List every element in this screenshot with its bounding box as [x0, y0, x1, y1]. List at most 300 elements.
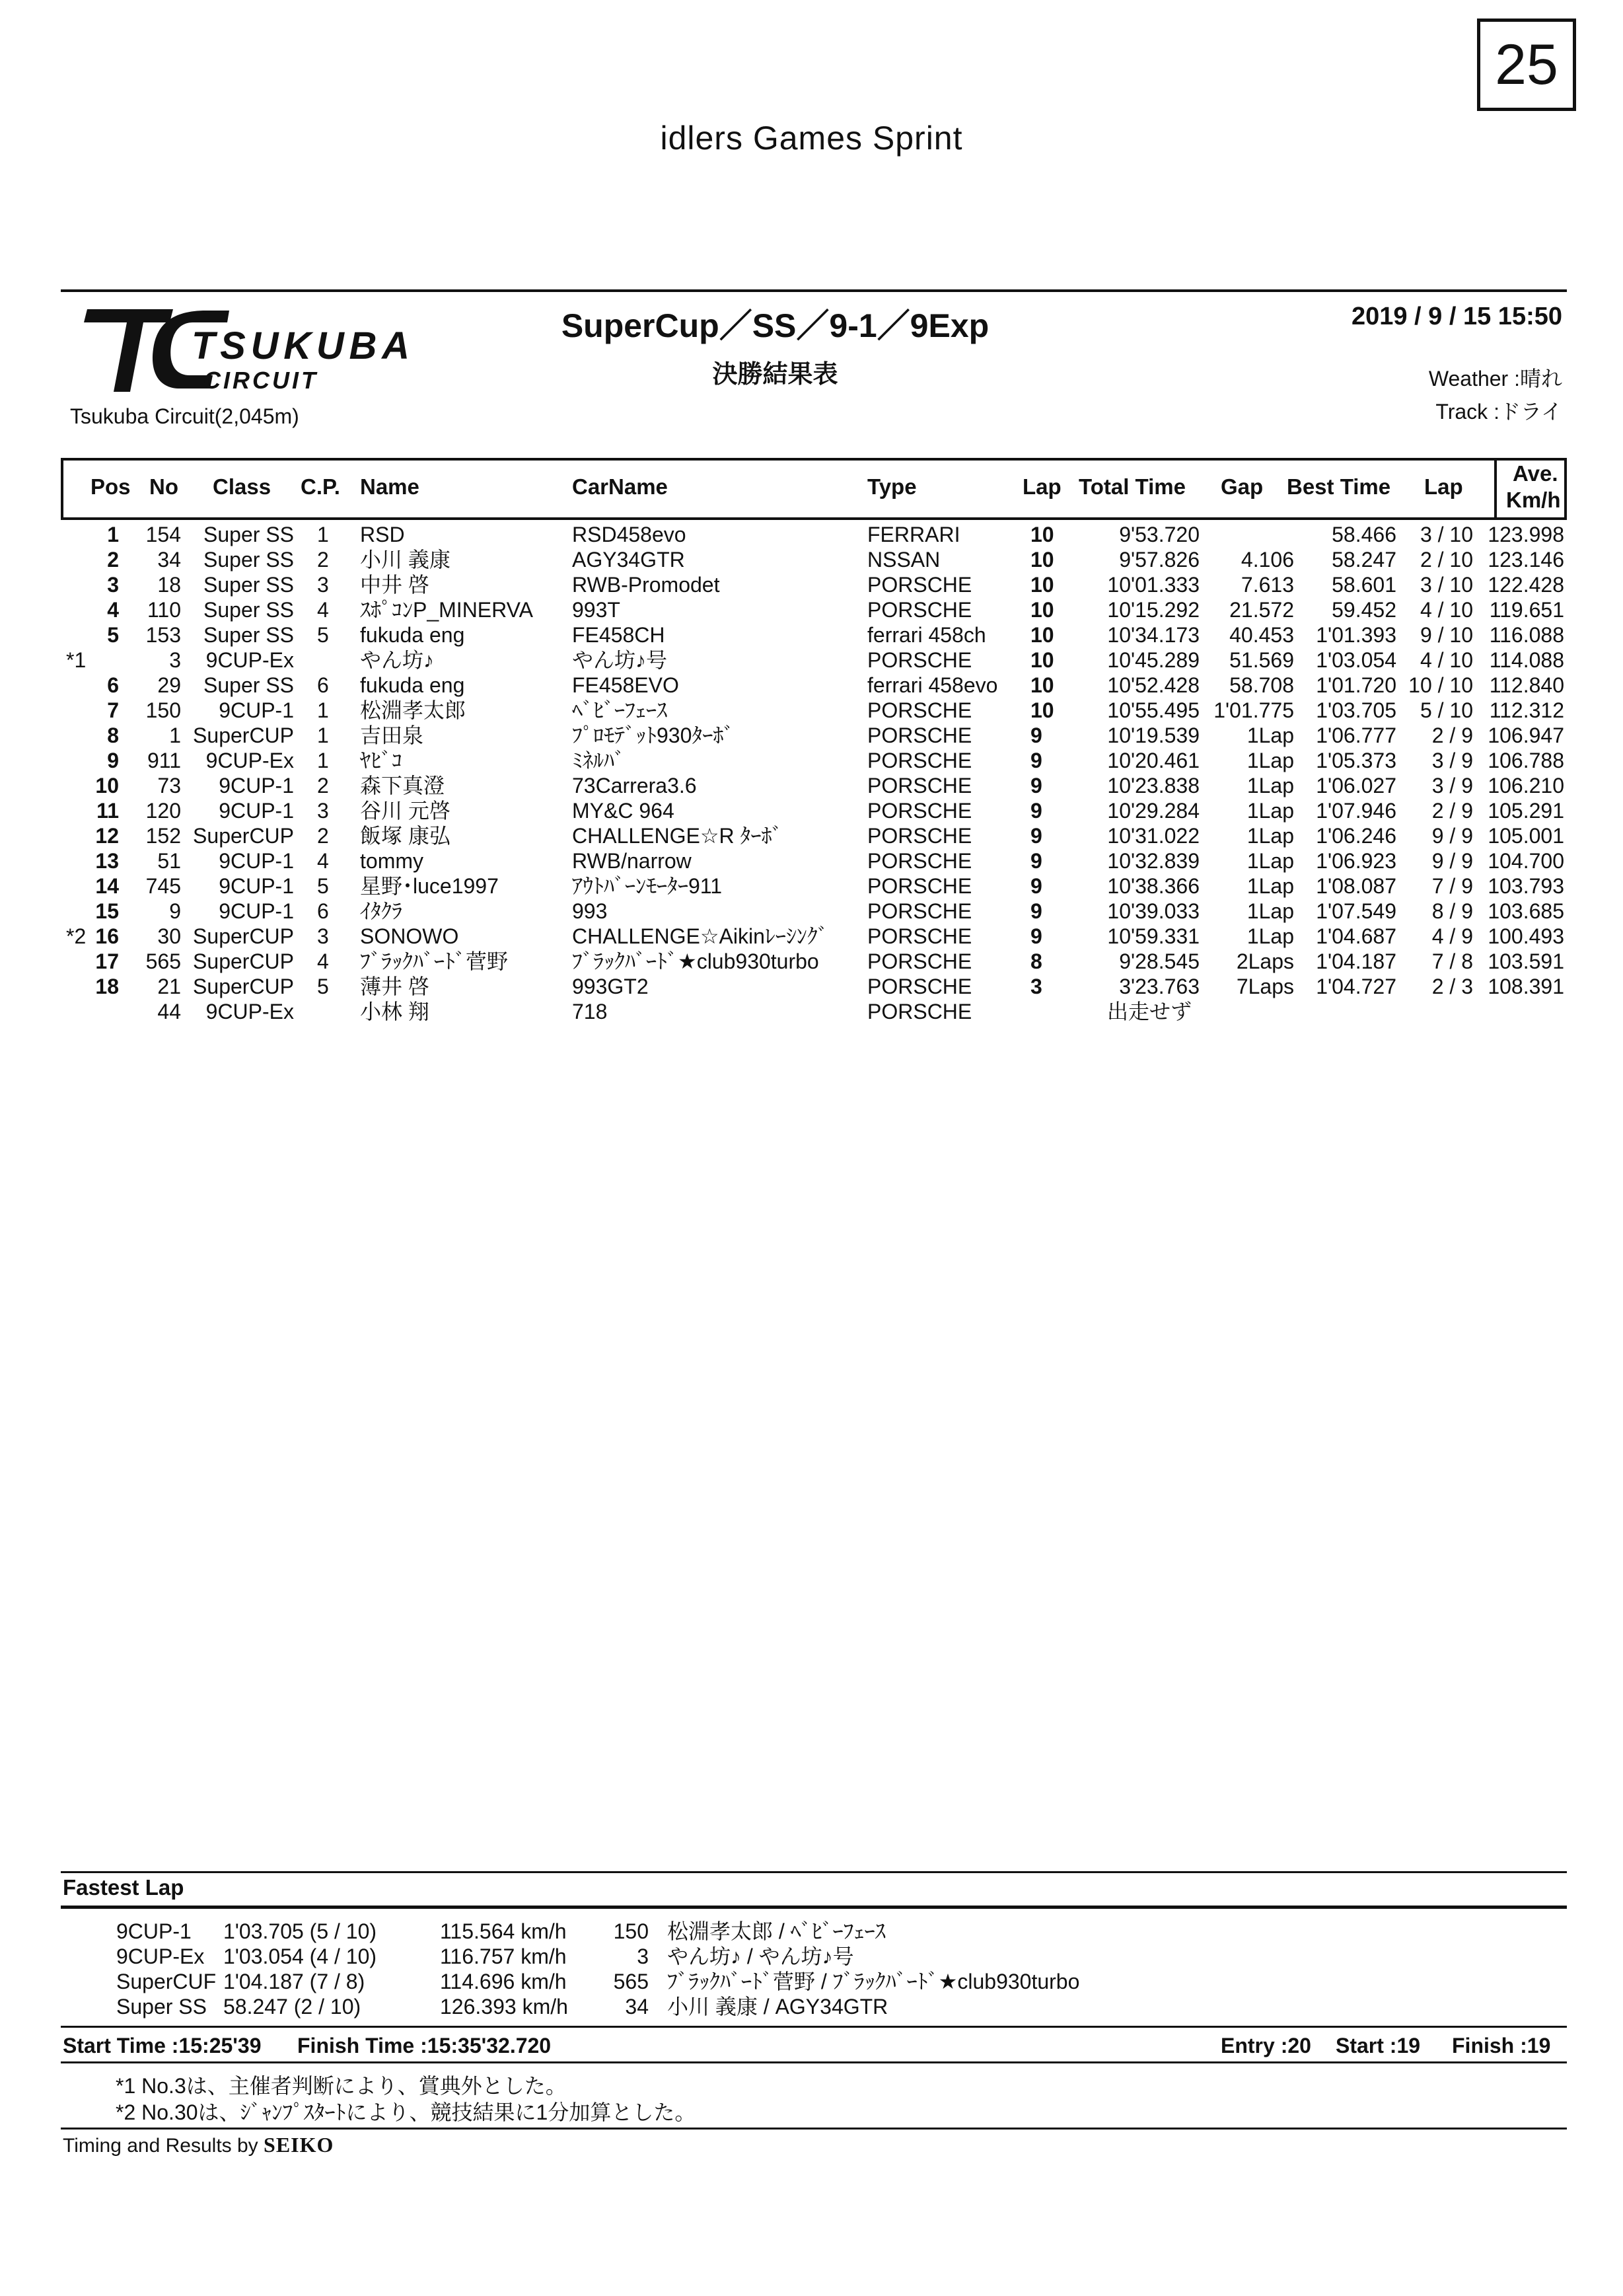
col-lap: Lap: [1023, 474, 1062, 499]
table-row: [0, 522, 1623, 547]
cell-total: 10'34.173: [1107, 623, 1200, 647]
cell-gap: 51.569: [1229, 648, 1294, 672]
fastest-lap-row: [0, 1944, 1623, 1969]
cell-car: CHALLENGE☆R ﾀｰﾎﾞ: [572, 824, 783, 848]
results-subtitle: 決勝結果表: [712, 361, 838, 389]
fastest-lap-class: SuperCUF: [116, 1970, 217, 1993]
cell-best: 1'04.687: [1316, 924, 1396, 948]
cell-type: ferrari 458ch: [867, 623, 986, 647]
cell-no: 73: [157, 774, 181, 797]
cell-blap: 7 / 8: [1431, 949, 1473, 973]
cell-car: FE458CH: [572, 623, 665, 647]
cell-class: SuperCUP: [193, 824, 294, 848]
table-row: [0, 848, 1623, 873]
cell-name: 中井 啓: [360, 573, 429, 597]
cell-lap: 9: [1030, 924, 1042, 948]
table-row: [0, 974, 1623, 999]
fastest-lap-rule: [61, 1906, 1567, 1909]
table-row: [0, 698, 1623, 723]
cell-no: 120: [145, 799, 181, 823]
cell-car: 993GT2: [572, 975, 649, 998]
cell-type: PORSCHE: [867, 723, 972, 747]
cell-best: 1'08.087: [1316, 874, 1396, 898]
cell-ave: 105.291: [1488, 799, 1564, 823]
cell-car: FE458EVO: [572, 673, 679, 697]
cell-type: PORSCHE: [867, 749, 972, 772]
cell-ave: 103.685: [1488, 899, 1564, 923]
cell-pos: 15: [95, 899, 119, 923]
table-row: [0, 597, 1623, 622]
cell-blap: 4 / 10: [1420, 598, 1473, 622]
col-class: Class: [213, 474, 271, 499]
cell-lap: 10: [1030, 598, 1054, 622]
col-no: No: [149, 474, 178, 499]
cell-no: 3: [169, 648, 181, 672]
cell-lap: 10: [1030, 673, 1054, 697]
cell-no: 745: [145, 874, 181, 898]
cell-total: 10'15.292: [1107, 598, 1200, 622]
cell-blap: 3 / 9: [1431, 774, 1473, 797]
cell-pos: 9: [107, 749, 119, 772]
cell-best: 1'06.923: [1316, 849, 1396, 873]
cell-total: 9'28.545: [1119, 949, 1200, 973]
cell-cp: 1: [317, 749, 329, 772]
cell-cp: 3: [317, 924, 329, 948]
cell-total: 10'59.331: [1107, 924, 1200, 948]
cell-pos: 11: [96, 799, 119, 823]
cell-type: PORSCHE: [867, 924, 972, 948]
cell-best: 1'03.705: [1316, 698, 1396, 722]
cell-name: 飯塚 康弘: [360, 824, 451, 848]
fastest-lap-driver: やん坊♪ / やん坊♪号: [667, 1944, 854, 1968]
cell-lap: 10: [1030, 648, 1054, 672]
cell-gap: 1Lap: [1246, 899, 1294, 923]
cell-best: 1'07.946: [1316, 799, 1396, 823]
cell-ave: 103.793: [1488, 874, 1564, 898]
cell-class: SuperCUP: [193, 723, 294, 747]
col-name: Name: [360, 474, 419, 499]
cell-type: PORSCHE: [867, 598, 972, 622]
cell-car: ｱｳﾄﾊﾞｰﾝﾓｰﾀｰ911: [572, 874, 723, 898]
fastest-lap-title: Fastest Lap: [63, 1875, 184, 1900]
race-datetime: 2019 / 9 / 15 15:50: [1351, 303, 1562, 330]
cell-ave: 122.428: [1488, 573, 1564, 597]
cell-blap: 4 / 10: [1420, 648, 1473, 672]
cell-blap: 4 / 9: [1431, 924, 1473, 948]
cell-no: 154: [145, 523, 181, 546]
cell-car: 73Carrera3.6: [572, 774, 697, 797]
page-number: 25: [1477, 19, 1576, 111]
fastest-lap-driver: 松淵孝太郎 / ﾍﾞﾋﾞｰﾌｪｰｽ: [667, 1919, 886, 1943]
cell-cp: 2: [317, 824, 329, 848]
cell-pos: 17: [95, 949, 119, 973]
cell-car: ﾍﾞﾋﾞｰﾌｪｰｽ: [572, 698, 668, 722]
cell-cp: 4: [317, 849, 329, 873]
cell-gap: 7.613: [1241, 573, 1294, 597]
cell-lap: 3: [1030, 975, 1042, 998]
cell-name: 吉田泉: [360, 723, 424, 747]
cell-car: RSD458evo: [572, 523, 686, 546]
header-divider: [1494, 458, 1497, 520]
top-rule: [61, 289, 1567, 292]
cell-class: 9CUP-1: [219, 774, 294, 797]
col-best-time: Best Time: [1287, 474, 1391, 499]
cell-name: 星野･luce1997: [360, 874, 499, 898]
note-1: *1 No.3は、主催者判断により、賞典外とした。: [116, 2074, 567, 2098]
cell-name: 松淵孝太郎: [360, 698, 466, 722]
cell-name: 小川 義康: [360, 548, 451, 572]
event-title: idlers Games Sprint: [660, 120, 963, 157]
cell-ave: 114.088: [1489, 648, 1564, 672]
finish-time: Finish Time :15:35'32.720: [297, 2034, 552, 2057]
fastest-lap-speed: 126.393 km/h: [440, 1995, 568, 2018]
cell-lap: 9: [1030, 723, 1042, 747]
race-title: SuperCup／SS／9-1／9Exp: [561, 307, 990, 344]
table-row: [0, 999, 1623, 1024]
cell-total: 10'31.022: [1107, 824, 1200, 848]
cell-blap: 8 / 9: [1431, 899, 1473, 923]
cell-car: 993T: [572, 598, 620, 622]
cell-lap: 10: [1030, 523, 1054, 546]
cell-lap: 9: [1030, 799, 1042, 823]
cell-total: 10'38.366: [1107, 874, 1200, 898]
cell-lap: 10: [1030, 573, 1054, 597]
cell-gap: 7Laps: [1236, 975, 1294, 998]
table-row: [0, 823, 1623, 848]
cell-type: PORSCHE: [867, 799, 972, 823]
table-row: [0, 748, 1623, 773]
finish-count: Finish :19: [1452, 2034, 1551, 2057]
cell-best: 1'03.054: [1316, 648, 1396, 672]
cell-name: 森下真澄: [360, 774, 445, 797]
cell-blap: 2 / 9: [1431, 799, 1473, 823]
cell-ave: 106.210: [1488, 774, 1564, 797]
start-time: Start Time :15:25'39: [63, 2034, 262, 2057]
cell-best: 1'06.777: [1316, 723, 1396, 747]
cell-blap: 2 / 10: [1420, 548, 1473, 572]
cell-name: ｽﾎﾟｺﾝP_MINERVA: [360, 598, 533, 622]
cell-ave: 104.700: [1488, 849, 1564, 873]
logo-sub-text: CIRCUIT: [203, 367, 316, 394]
cell-cp: 4: [317, 949, 329, 973]
cell-best: 1'04.187: [1316, 949, 1396, 973]
cell-blap: 10 / 10: [1408, 673, 1473, 697]
cell-type: PORSCHE: [867, 648, 972, 672]
cell-pos: 8: [107, 723, 119, 747]
cell-cp: 1: [317, 723, 329, 747]
col-carname: CarName: [572, 474, 668, 499]
cell-gap: 1Lap: [1246, 749, 1294, 772]
cell-total: 10'01.333: [1107, 573, 1200, 597]
cell-type: PORSCHE: [867, 975, 972, 998]
cell-lap: 10: [1030, 698, 1054, 722]
cell-ave: 123.146: [1488, 548, 1564, 572]
cell-gap: 1'01.775: [1213, 698, 1294, 722]
cell-class: SuperCUP: [193, 949, 294, 973]
summary-top-rule: [61, 2026, 1567, 2028]
cell-class: 9CUP-Ex: [205, 648, 294, 672]
cell-total: 3'23.763: [1119, 975, 1200, 998]
cell-blap: 3 / 10: [1420, 523, 1473, 546]
fastest-lap-speed: 115.564 km/h: [440, 1919, 567, 1943]
cell-blap: 2 / 3: [1431, 975, 1473, 998]
cell-cp: 2: [317, 774, 329, 797]
cell-ave: 112.312: [1489, 698, 1564, 722]
cell-lap: 9: [1030, 774, 1042, 797]
summary-bottom-rule: [61, 2061, 1567, 2063]
cell-cp: 3: [317, 799, 329, 823]
cell-blap: 5 / 10: [1420, 698, 1473, 722]
cell-name: 小林 翔: [360, 1000, 429, 1023]
cell-no: 44: [157, 1000, 181, 1023]
cell-car: やん坊♪号: [572, 648, 668, 672]
cell-class: Super SS: [203, 623, 294, 647]
cell-class: Super SS: [203, 573, 294, 597]
col-gap: Gap: [1221, 474, 1264, 499]
cell-ave: 106.947: [1488, 723, 1564, 747]
col-best-lap: Lap: [1424, 474, 1463, 499]
cell-blap: 9 / 9: [1431, 849, 1473, 873]
cell-cp: 6: [317, 899, 329, 923]
cell-best: 1'01.720: [1316, 673, 1396, 697]
cell-class: Super SS: [203, 548, 294, 572]
timing-label: Timing and Results by: [63, 2135, 258, 2157]
cell-class: Super SS: [203, 598, 294, 622]
table-row: [0, 773, 1623, 798]
cell-cp: 5: [317, 975, 329, 998]
cell-type: PORSCHE: [867, 849, 972, 873]
cell-gap: 40.453: [1229, 623, 1294, 647]
cell-name: 谷川 元啓: [360, 799, 451, 823]
cell-total: 10'29.284: [1107, 799, 1200, 823]
fastest-lap-no: 565: [613, 1970, 649, 1993]
table-row: [0, 873, 1623, 899]
cell-class: 9CUP-1: [219, 899, 294, 923]
fastest-lap-driver: ﾌﾞﾗｯｸﾊﾞｰﾄﾞ菅野 / ﾌﾞﾗｯｸﾊﾞｰﾄﾞ★club930turbo: [667, 1970, 1080, 1993]
cell-best: 58.247: [1332, 548, 1396, 572]
cell-total: 9'57.826: [1119, 548, 1200, 572]
cell-name: RSD: [360, 523, 405, 546]
cell-ave: 100.493: [1488, 924, 1564, 948]
cell-class: Super SS: [203, 523, 294, 546]
cell-no: 30: [157, 924, 181, 948]
cell-class: SuperCUP: [193, 924, 294, 948]
cell-class: 9CUP-1: [219, 698, 294, 722]
cell-class: SuperCUP: [193, 975, 294, 998]
cell-cp: 5: [317, 874, 329, 898]
cell-name: ﾔﾋﾞｺ: [360, 749, 403, 772]
cell-no: 18: [157, 573, 181, 597]
cell-gap: 4.106: [1241, 548, 1294, 572]
cell-type: PORSCHE: [867, 573, 972, 597]
table-row: [0, 648, 1623, 673]
cell-best: 1'01.393: [1316, 623, 1396, 647]
cell-no: 34: [157, 548, 181, 572]
cell-pos: 1: [107, 523, 119, 546]
cell-car: ﾌﾞﾗｯｸﾊﾞｰﾄﾞ★club930turbo: [572, 949, 819, 973]
cell-pos: 13: [95, 849, 119, 873]
cell-name: SONOWO: [360, 924, 459, 948]
cell-lap: 9: [1030, 749, 1042, 772]
cell-no: 565: [145, 949, 181, 973]
fastest-lap-time: 58.247 (2 / 10): [223, 1995, 361, 2018]
fastest-lap-speed: 114.696 km/h: [440, 1970, 567, 1993]
cell-blap: 3 / 10: [1420, 573, 1473, 597]
cell-best: 1'06.027: [1316, 774, 1396, 797]
table-row: [0, 547, 1623, 572]
table-row: [0, 723, 1623, 748]
col-ave-unit: Km/h: [1506, 488, 1561, 512]
cell-no: 51: [157, 849, 181, 873]
cell-gap: 1Lap: [1246, 849, 1294, 873]
fastest-lap-no: 34: [625, 1995, 649, 2018]
cell-no: 9: [169, 899, 181, 923]
cell-total: 9'53.720: [1119, 523, 1200, 546]
col-type: Type: [867, 474, 917, 499]
cell-class: 9CUP-1: [219, 874, 294, 898]
cell-blap: 9 / 9: [1431, 824, 1473, 848]
cell-type: PORSCHE: [867, 899, 972, 923]
fastest-lap-driver: 小川 義康 / AGY34GTR: [667, 1995, 888, 2018]
table-row: [0, 798, 1623, 823]
fastest-lap-row: [0, 1919, 1623, 1944]
col-pos: Pos: [90, 474, 131, 499]
start-count: Start :19: [1336, 2034, 1421, 2057]
cell-no: 150: [145, 698, 181, 722]
cell-car: CHALLENGE☆Aikinﾚｰｼﾝｸﾞ: [572, 924, 828, 948]
cell-gap: 2Laps: [1236, 949, 1294, 973]
note-2: *2 No.30は、ｼﾞｬﾝﾌﾟｽﾀｰﾄにより、競技結果に1分加算とした。: [116, 2100, 696, 2124]
cell-lap: 9: [1030, 899, 1042, 923]
cell-total: 10'39.033: [1107, 899, 1200, 923]
fastest-lap-top-rule: [61, 1871, 1567, 1873]
cell-pos: 4: [107, 598, 119, 622]
cell-ave: 123.998: [1488, 523, 1564, 546]
cell-ave: 103.591: [1488, 949, 1564, 973]
cell-best: 58.601: [1332, 573, 1396, 597]
cell-pos: 12: [95, 824, 119, 848]
cell-pos: 3: [107, 573, 119, 597]
cell-lap: 8: [1030, 949, 1042, 973]
fastest-lap-class: 9CUP-1: [116, 1919, 192, 1943]
cell-class: 9CUP-Ex: [205, 749, 294, 772]
cell-pos: 14: [95, 874, 119, 898]
cell-cp: 3: [317, 573, 329, 597]
cell-lap: 10: [1030, 548, 1054, 572]
cell-no: 29: [157, 673, 181, 697]
fastest-lap-time: 1'03.054 (4 / 10): [223, 1944, 377, 1968]
cell-name: fukuda eng: [360, 673, 465, 697]
cell-total: 10'52.428: [1107, 673, 1200, 697]
seiko-logo: SEIKO: [264, 2133, 334, 2157]
cell-car: ﾐﾈﾙﾊﾞ: [572, 749, 626, 772]
cell-type: FERRARI: [867, 523, 960, 546]
cell-car: RWB/narrow: [572, 849, 692, 873]
fastest-lap-time: 1'03.705 (5 / 10): [223, 1919, 377, 1943]
cell-ave: 106.788: [1488, 749, 1564, 772]
cell-pos: 5: [107, 623, 119, 647]
cell-cp: 5: [317, 623, 329, 647]
cell-best: 1'06.246: [1316, 824, 1396, 848]
cell-gap: 1Lap: [1246, 874, 1294, 898]
cell-class: 9CUP-1: [219, 849, 294, 873]
cell-ave: 105.001: [1488, 824, 1564, 848]
cell-class: Super SS: [203, 673, 294, 697]
fastest-lap-class: 9CUP-Ex: [116, 1944, 205, 1968]
col-ave: Ave.: [1513, 461, 1558, 486]
cell-pos: 6: [107, 673, 119, 697]
cell-name: fukuda eng: [360, 623, 465, 647]
table-row: [0, 673, 1623, 698]
cell-car: RWB-Promodet: [572, 573, 720, 597]
table-row: [0, 924, 1623, 949]
cell-best: 1'07.549: [1316, 899, 1396, 923]
cell-total: 出走せず: [1107, 1000, 1192, 1023]
cell-no: 1: [169, 723, 181, 747]
cell-car: MY&C 964: [572, 799, 674, 823]
cell-blap: 2 / 9: [1431, 723, 1473, 747]
cell-total: 10'20.461: [1107, 749, 1200, 772]
cell-car: AGY34GTR: [572, 548, 685, 572]
cell-total: 10'45.289: [1107, 648, 1200, 672]
results-table-body: [0, 522, 1623, 1024]
cell-best: 1'04.727: [1316, 975, 1396, 998]
cell-no: 152: [145, 824, 181, 848]
cell-name: ﾌﾞﾗｯｸﾊﾞｰﾄﾞ菅野: [360, 949, 509, 973]
cell-gap: 58.708: [1229, 673, 1294, 697]
cell-cp: 6: [317, 673, 329, 697]
cell-type: NSSAN: [867, 548, 941, 572]
cell-pos: 10: [95, 774, 119, 797]
cell-no: 153: [145, 623, 181, 647]
cell-blap: 7 / 9: [1431, 874, 1473, 898]
cell-blap: 9 / 10: [1420, 623, 1473, 647]
cell-blap: 3 / 9: [1431, 749, 1473, 772]
cell-type: PORSCHE: [867, 774, 972, 797]
cell-gap: 1Lap: [1246, 799, 1294, 823]
cell-cp: 1: [317, 523, 329, 546]
cell-best: 59.452: [1332, 598, 1396, 622]
cell-class: 9CUP-1: [219, 799, 294, 823]
table-row: [0, 899, 1623, 924]
cell-cp: 4: [317, 598, 329, 622]
cell-type: PORSCHE: [867, 824, 972, 848]
cell-lap: 10: [1030, 623, 1054, 647]
cell-type: PORSCHE: [867, 1000, 972, 1023]
fastest-lap-time: 1'04.187 (7 / 8): [223, 1970, 365, 1993]
cell-lap: 9: [1030, 824, 1042, 848]
cell-gap: 21.572: [1229, 598, 1294, 622]
cell-total: 10'19.539: [1107, 723, 1200, 747]
cell-cp: 1: [317, 698, 329, 722]
fastest-lap-row: [0, 1969, 1623, 1994]
cell-no: 911: [147, 749, 181, 772]
col-cp: C.P.: [301, 474, 340, 499]
cell-name: tommy: [360, 849, 423, 873]
cell-pos: 16: [95, 924, 119, 948]
cell-no: 21: [157, 975, 181, 998]
cell-class: 9CUP-Ex: [205, 1000, 294, 1023]
cell-ave: 116.088: [1489, 623, 1564, 647]
cell-lap: 9: [1030, 874, 1042, 898]
cell-no: 110: [147, 598, 181, 622]
timing-credit: [63, 2133, 334, 2157]
cell-note: *1: [66, 648, 87, 672]
cell-type: ferrari 458evo: [867, 673, 998, 697]
cell-best: 58.466: [1332, 523, 1396, 546]
notes-bottom-rule: [61, 2128, 1567, 2129]
cell-name: ｲﾀｸﾗ: [360, 899, 403, 923]
